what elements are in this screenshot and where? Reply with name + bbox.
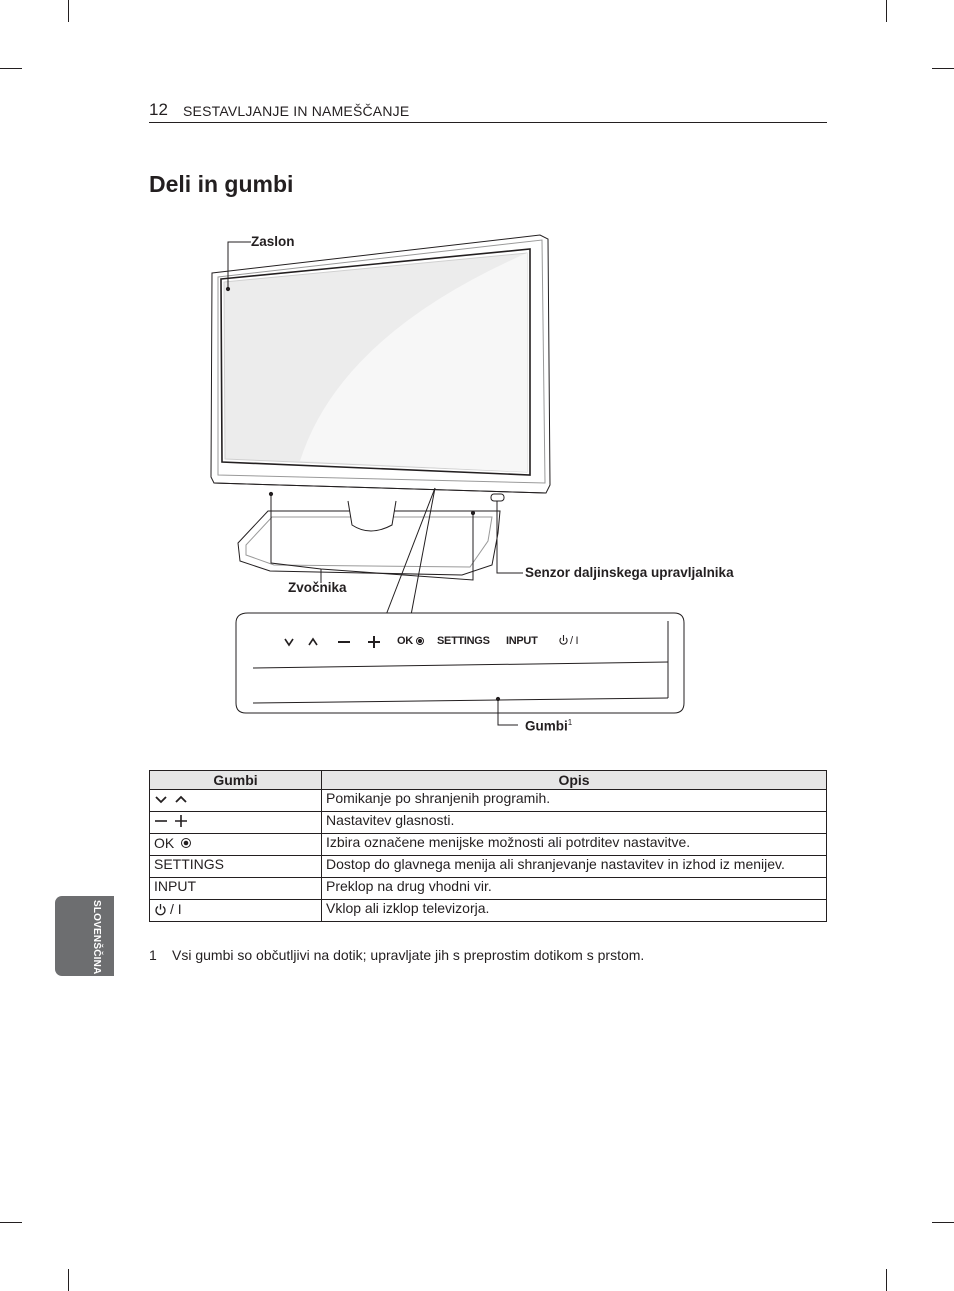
table-row [150,856,827,878]
table-header-description: Opis [322,771,827,790]
description-cell: Preklop na drug vhodni vir. [322,878,827,900]
description-cell: Pomikanje po shranjenih programih. [322,790,827,812]
chevron-up-icon [174,794,188,804]
crop-mark [932,68,954,69]
speakers-label: Zvočnika [288,580,347,595]
screen-label: Zaslon [251,234,295,249]
panel-input-label: INPUT [506,635,538,647]
page-header [149,100,827,123]
crop-mark [68,0,69,22]
footnote-marker: 1 [567,718,573,727]
button-cell [150,834,322,856]
page-title: Deli in gumbi [149,171,294,197]
crop-mark [886,1269,887,1291]
crop-mark [886,0,887,22]
button-cell [150,812,322,834]
table-header-buttons: Gumbi [150,771,322,790]
page-number: 12 [149,100,168,119]
footnote [149,947,644,963]
description-cell: Dostop do glavnega menija ali shranjevanje nastavitev in izhod iz menijev. [322,856,827,878]
crop-mark [0,68,22,69]
table-row [150,834,827,856]
panel-power-label: / I [570,635,579,647]
footnote-text: Vsi gumbi so občutljivi na dotik; upravljate jih s preprostim dotikom s prstom. [172,947,645,963]
crop-mark [0,1222,22,1223]
panel-ok-label: OK [397,635,413,647]
description-cell: Vklop ali izklop televizorja. [322,900,827,922]
ok-dot-icon [180,837,192,849]
button-name: OK [154,834,175,851]
button-name: / I [170,900,182,917]
table-row [150,812,827,834]
table-header-row [150,771,827,790]
button-cell: INPUT [150,878,322,900]
tv-figure [200,225,800,750]
section-title: SESTAVLJANJE IN NAMEŠČANJE [183,103,410,119]
table-row [150,900,827,922]
button-cell [150,790,322,812]
buttons-label-text: Gumbi [525,718,568,734]
chevron-down-icon [154,794,168,804]
table-row [150,878,827,900]
table-row [150,790,827,812]
plus-icon [174,814,188,828]
description-cell: Izbira označene menijske možnosti ali potrditev nastavitve. [322,834,827,856]
button-cell [150,900,322,922]
remote-sensor-label: Senzor daljinskega upravljalnika [525,565,734,580]
panel-settings-label: SETTINGS [437,635,490,647]
language-tab [55,896,114,976]
power-icon [154,903,167,916]
crop-mark [932,1222,954,1223]
minus-icon [154,814,168,828]
button-cell: SETTINGS [150,856,322,878]
tv-illustration [200,225,800,750]
language-tab-label: SLOVENŠČINA [91,900,102,975]
buttons-table [149,770,827,922]
description-cell: Nastavitev glasnosti. [322,812,827,834]
crop-mark [68,1269,69,1291]
buttons-label [525,718,572,734]
footnote-number: 1 [149,947,157,963]
